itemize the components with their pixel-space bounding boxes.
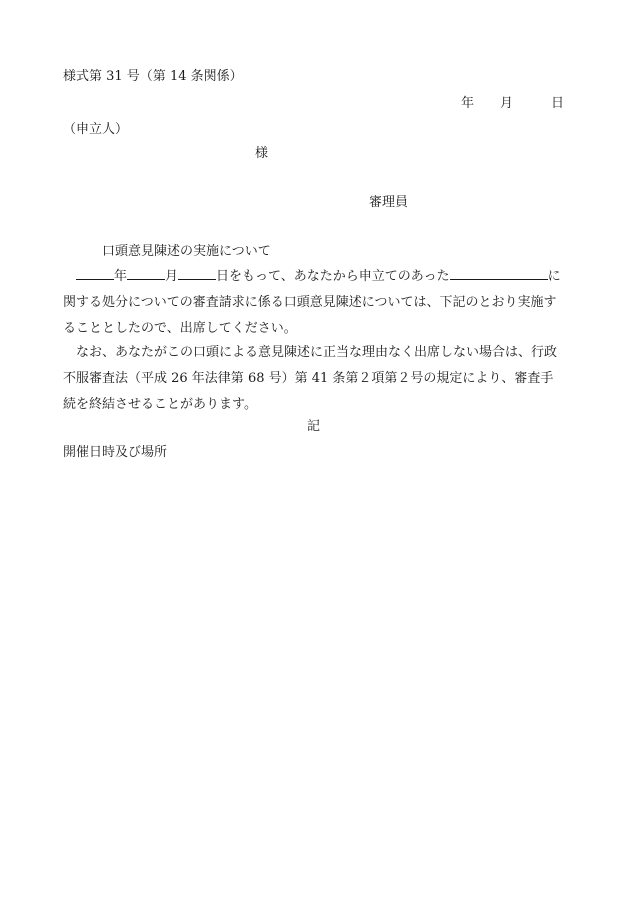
recipient-label: （申立人） [63,122,129,137]
blank-day [178,265,216,280]
date-month-label: 月 [500,96,514,111]
p1-month-label: 月 [165,269,179,284]
date-day-label: 日 [551,96,565,111]
p1-day-text: 日をもって、あなたから申立てのあった [216,269,450,284]
blank-month [127,265,165,280]
p1-year-label: 年 [114,269,128,284]
p2-text: なお、あなたがこの口頭による意見陳述に正当な理由なく出席しない場合は、行政不服審査法（平成 26 年法律第 68 号）第 41 条第２項第２号の規定により、審査手続を終結させることがあります。 [63,345,558,412]
blank-year [76,265,114,280]
ki-heading: 記 [307,419,321,434]
p1-rest: 関する処分についての審査請求に係る口頭意見陳述については、下記のとおり実施することとしたので、出席してください。 [63,295,557,336]
paragraph-absence-notice [63,340,563,418]
p1-ni: に [547,269,561,284]
reviewer-label: 審理員 [369,195,409,210]
notice-title: 口頭意見陳述の実施について [102,244,271,259]
blank-subject [450,265,548,280]
form-number: 様式第 31 号（第 14 条関係） [63,69,243,84]
honorific: 様 [255,146,269,161]
date-year-label: 年 [461,96,475,111]
paragraph-hearing-notice [63,264,563,342]
venue-label: 開催日時及び場所 [63,445,168,460]
